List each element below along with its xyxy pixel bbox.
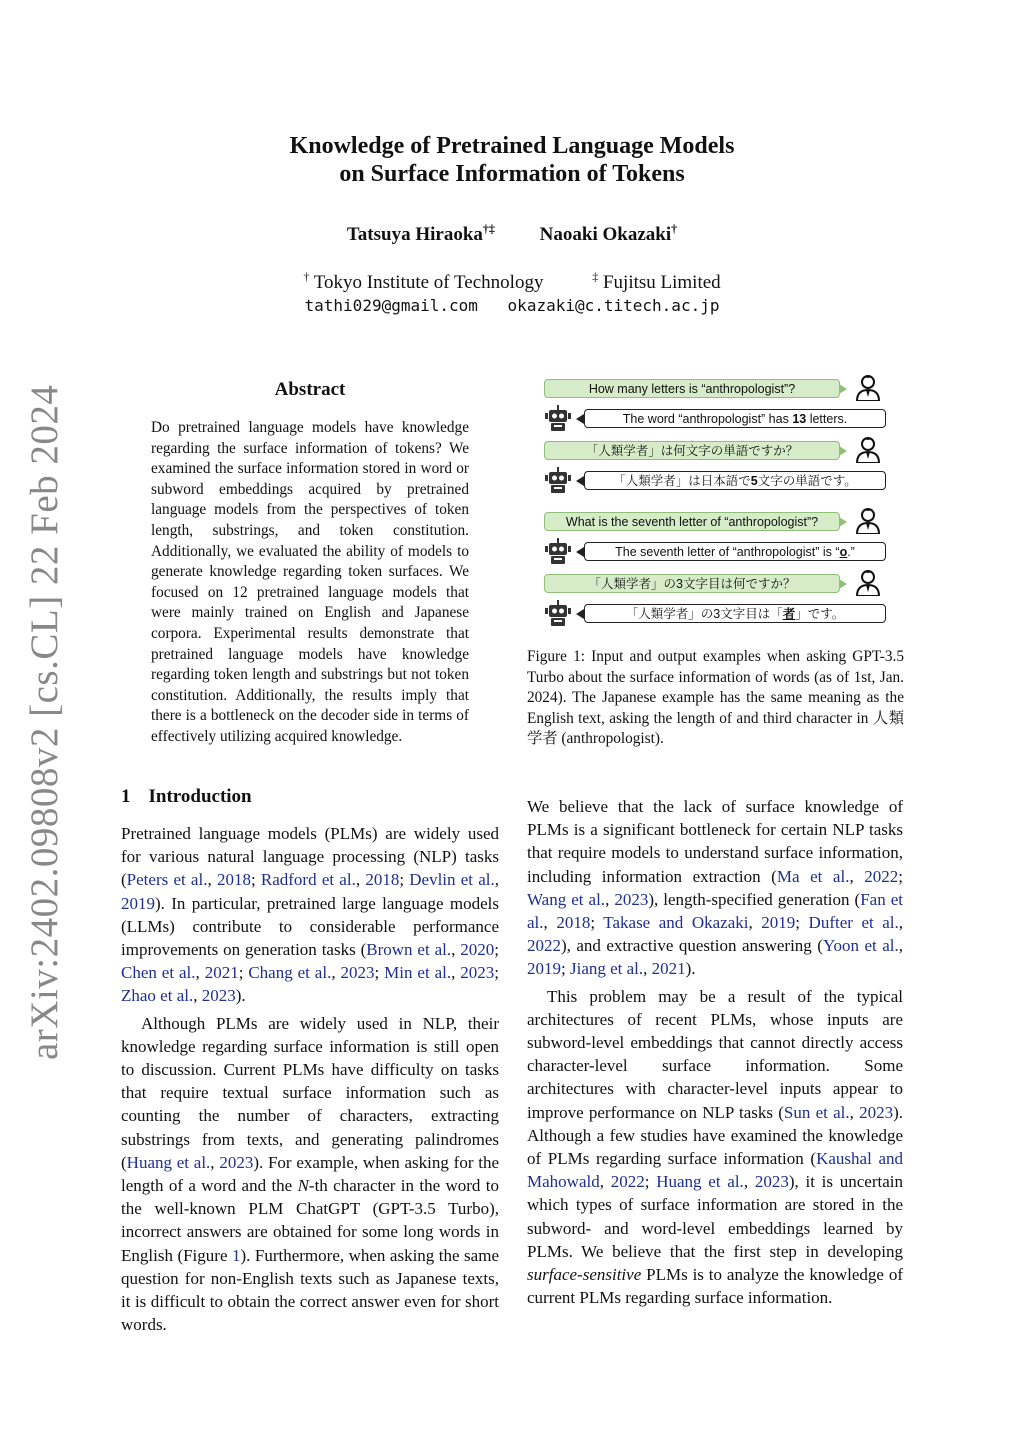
author-2-marks: † — [671, 222, 678, 236]
affiliation-1 — [303, 272, 543, 293]
section-heading — [121, 786, 252, 808]
author-2 — [540, 224, 677, 245]
abstract-body: Do pretrained language models have knowledge regarding the surface information of tokens? We examined the surface information stored in word or subword embeddings acquired by pretrained language models from the perspectives of token length, substrings, and token constitution. Additionally, we evaluated the ability of models to generate knowledge regarding token surfaces. We focused on 12 pretrained language models that were mainly trained on English and Japanese corpora. Experimental results demonstrate that pretrained language models have knowledge regarding token length and substrings but not token constitution. Additionally, the results imply that there is a bottleneck on the decoder side in terms of effectively utilizing acquired knowledge. — [151, 419, 469, 745]
citation-link[interactable]: Brown et al. — [366, 940, 452, 960]
intro-paragraph-1: Pretrained language models (PLMs) are widely used for various natural language processing (NLP) tasks (Peters et al., 2018; Radford et al., 2018; Devlin et al., 2019). In particular, pretrained large language models (LLMs) contribute to considerable performance improvements on generation tasks (Brown et al., 2020; Chen et al., 2021; Chang et al., 2023; Min et al., 2023; Zhao et al., 2023). — [121, 824, 500, 1006]
affiliations — [0, 270, 1024, 294]
citation-link[interactable]: 2018 — [556, 913, 591, 933]
bot-answer-bubble: 「人類学者」の3文字目は「者」です。 — [584, 604, 886, 623]
right-column — [527, 795, 903, 1309]
user-question-bubble: 「人類学者」の3文字目は何ですか？ — [544, 574, 840, 593]
affiliation-2 — [592, 272, 720, 293]
citation-link[interactable]: Huang et al. — [126, 1152, 211, 1172]
citation-link[interactable]: Jiang et al. — [569, 959, 644, 979]
intro-paragraph-4: This problem may be a result of the typical architectures of recent PLMs, whose inputs are subword-level embeddings that cannot directly access character-level surface information. Some architectures with character-level inputs appear to improve performance on NLP tasks (Sun et al., 2023). Although a few studies have examined the knowledge of PLMs regarding surface information (Kaushal and Mahowald, 2022; Huang et al., 2023), it is uncertain which types of surface information are stored in the subword- and word-level embeddings learned by PLMs. We believe that the first step in developing surface-sensitive PLMs is to analyze the knowledge of current PLMs regarding surface information. — [527, 986, 904, 1308]
citation-link[interactable]: Kaushal and Mahowald — [527, 1149, 903, 1192]
citation-link[interactable]: Sun et al. — [783, 1102, 850, 1122]
arxiv-watermark: arXiv:2402.09808v2 [cs.CL] 22 Feb 2024 — [23, 384, 66, 1060]
affiliation-2-name: Fujitsu Limited — [602, 272, 721, 294]
italic-text: surface-sensitive — [527, 1265, 642, 1285]
citation-link[interactable]: 2019 — [761, 913, 796, 933]
bot-answer-bubble: The seventh letter of “anthropologist” is “o.” — [584, 542, 886, 561]
user-icon — [854, 435, 882, 463]
italic-text: N — [297, 1176, 309, 1196]
user-icon — [854, 373, 882, 401]
citation-link[interactable]: 2023 — [219, 1152, 254, 1172]
citation-link[interactable]: 2022 — [527, 936, 561, 956]
robot-icon — [544, 599, 572, 627]
citation-link[interactable]: 2023 — [460, 963, 495, 983]
author-2-name: Naoaki Okazaki — [539, 224, 672, 246]
user-question-bubble: How many letters is “anthropologist”? — [544, 379, 840, 398]
user-question-bubble: 「人類学者」は何文字の単語ですか？ — [544, 441, 840, 460]
robot-icon — [544, 466, 572, 494]
author-emails — [0, 296, 1024, 315]
citation-link[interactable]: 2020 — [460, 940, 495, 960]
citation-link[interactable]: Yoon et al. — [822, 936, 899, 956]
citation-link[interactable]: Wang et al. — [527, 889, 606, 909]
citation-link[interactable]: Huang et al. — [656, 1172, 744, 1192]
figure-1-caption: Figure 1: Input and output examples when asking GPT-3.5 Turbo about the surface information of words (as of 1st, Jan. 2024). The Japanese example has the same meaning as the English text, asking the length of and third character in 人類学者 (anthropologist). — [527, 648, 904, 748]
citation-link[interactable]: Radford et al. — [260, 870, 356, 890]
section-title: Introduction — [148, 786, 252, 807]
citation-link[interactable]: 2023 — [614, 889, 649, 909]
author-list — [0, 222, 1024, 246]
author-1 — [347, 224, 495, 245]
author-1-marks: †‡ — [482, 222, 495, 236]
bot-answer-bubble: 「人類学者」は日本語で5文字の単語です。 — [584, 471, 886, 490]
robot-icon — [544, 537, 572, 565]
citation-link[interactable]: Devlin et al. — [409, 870, 495, 890]
user-icon — [854, 568, 882, 596]
citation-link[interactable]: Zhao et al. — [121, 986, 194, 1006]
figure-1 — [540, 374, 885, 626]
citation-link[interactable]: 2023 — [859, 1102, 894, 1122]
paper-title — [0, 132, 1024, 188]
citation-link[interactable]: 2023 — [340, 963, 375, 983]
section-number: 1 — [121, 786, 131, 807]
citation-link[interactable]: 2022 — [610, 1172, 645, 1192]
user-question-bubble: What is the seventh letter of “anthropologist”? — [544, 512, 840, 531]
citation-link[interactable]: Takase and Okazaki — [603, 913, 749, 933]
citation-link[interactable]: 2018 — [216, 870, 251, 890]
robot-icon — [544, 404, 572, 432]
citation-link[interactable]: 2019 — [121, 893, 155, 913]
citation-link[interactable]: 2022 — [864, 866, 899, 886]
title-line-1: Knowledge of Pretrained Language Models — [289, 133, 735, 159]
user-icon — [854, 506, 882, 534]
affiliation-1-name: Tokyo Institute of Technology — [313, 272, 544, 294]
citation-link[interactable]: 2023 — [201, 986, 236, 1006]
citation-link[interactable]: 2021 — [204, 963, 239, 983]
citation-link[interactable]: 2018 — [365, 870, 400, 890]
author-1-name: Tatsuya Hiraoka — [346, 224, 483, 246]
citation-link[interactable]: 1 — [231, 1245, 241, 1265]
citation-link[interactable]: Peters et al. — [126, 870, 208, 890]
affiliation-1-mark: † — [303, 270, 310, 284]
citation-link[interactable]: Ma et al. — [776, 866, 850, 886]
abstract-heading: Abstract — [274, 379, 346, 400]
citation-link[interactable]: Chen et al. — [121, 963, 196, 983]
bot-answer-bubble: The word “anthropologist” has 13 letters. — [584, 409, 886, 428]
intro-paragraph-2: Although PLMs are widely used in NLP, their knowledge regarding surface information is still open to discussion. Current PLMs have difficulty on tasks that require textual surface information such as counting the number of characters, extracting substrings from texts, and generating palindromes (Huang et al., 2023). For example, when asking for the length of a word and the N-th character in the word to the well-known PLM ChatGPT (GPT-3.5 Turbo), incorrect answers are obtained for some long words in English (Figure 1). Furthermore, when asking the same question for non-English texts such as Japanese texts, it is difficult to obtain the correct answer even for short words. — [121, 1013, 500, 1335]
citation-link[interactable]: 2019 — [527, 959, 561, 979]
email-1[interactable]: tathi029@gmail.com — [304, 296, 478, 315]
affiliation-2-mark: ‡ — [592, 270, 599, 284]
citation-link[interactable]: 2021 — [651, 959, 686, 979]
citation-link[interactable]: Min et al. — [384, 963, 452, 983]
email-2[interactable]: okazaki@c.titech.ac.jp — [507, 296, 720, 315]
intro-paragraph-3: We believe that the lack of surface knowledge of PLMs is a significant bottleneck for certain NLP tasks that require models to understand surface information, including information extraction (Ma et al., 2022; Wang et al., 2023), length-specified generation (Fan et al., 2018; Takase and Okazaki, 2019; Dufter et al., 2022), and extractive question answering (Yoon et al., 2019; Jiang et al., 2021). — [527, 797, 904, 979]
citation-link[interactable]: Chang et al. — [248, 963, 332, 983]
left-column — [121, 822, 499, 1336]
citation-link[interactable]: Dufter et al. — [808, 913, 899, 933]
title-line-2: on Surface Information of Tokens — [339, 161, 685, 187]
citation-link[interactable]: Fan et al. — [527, 889, 903, 933]
citation-link[interactable]: 2023 — [754, 1172, 789, 1192]
